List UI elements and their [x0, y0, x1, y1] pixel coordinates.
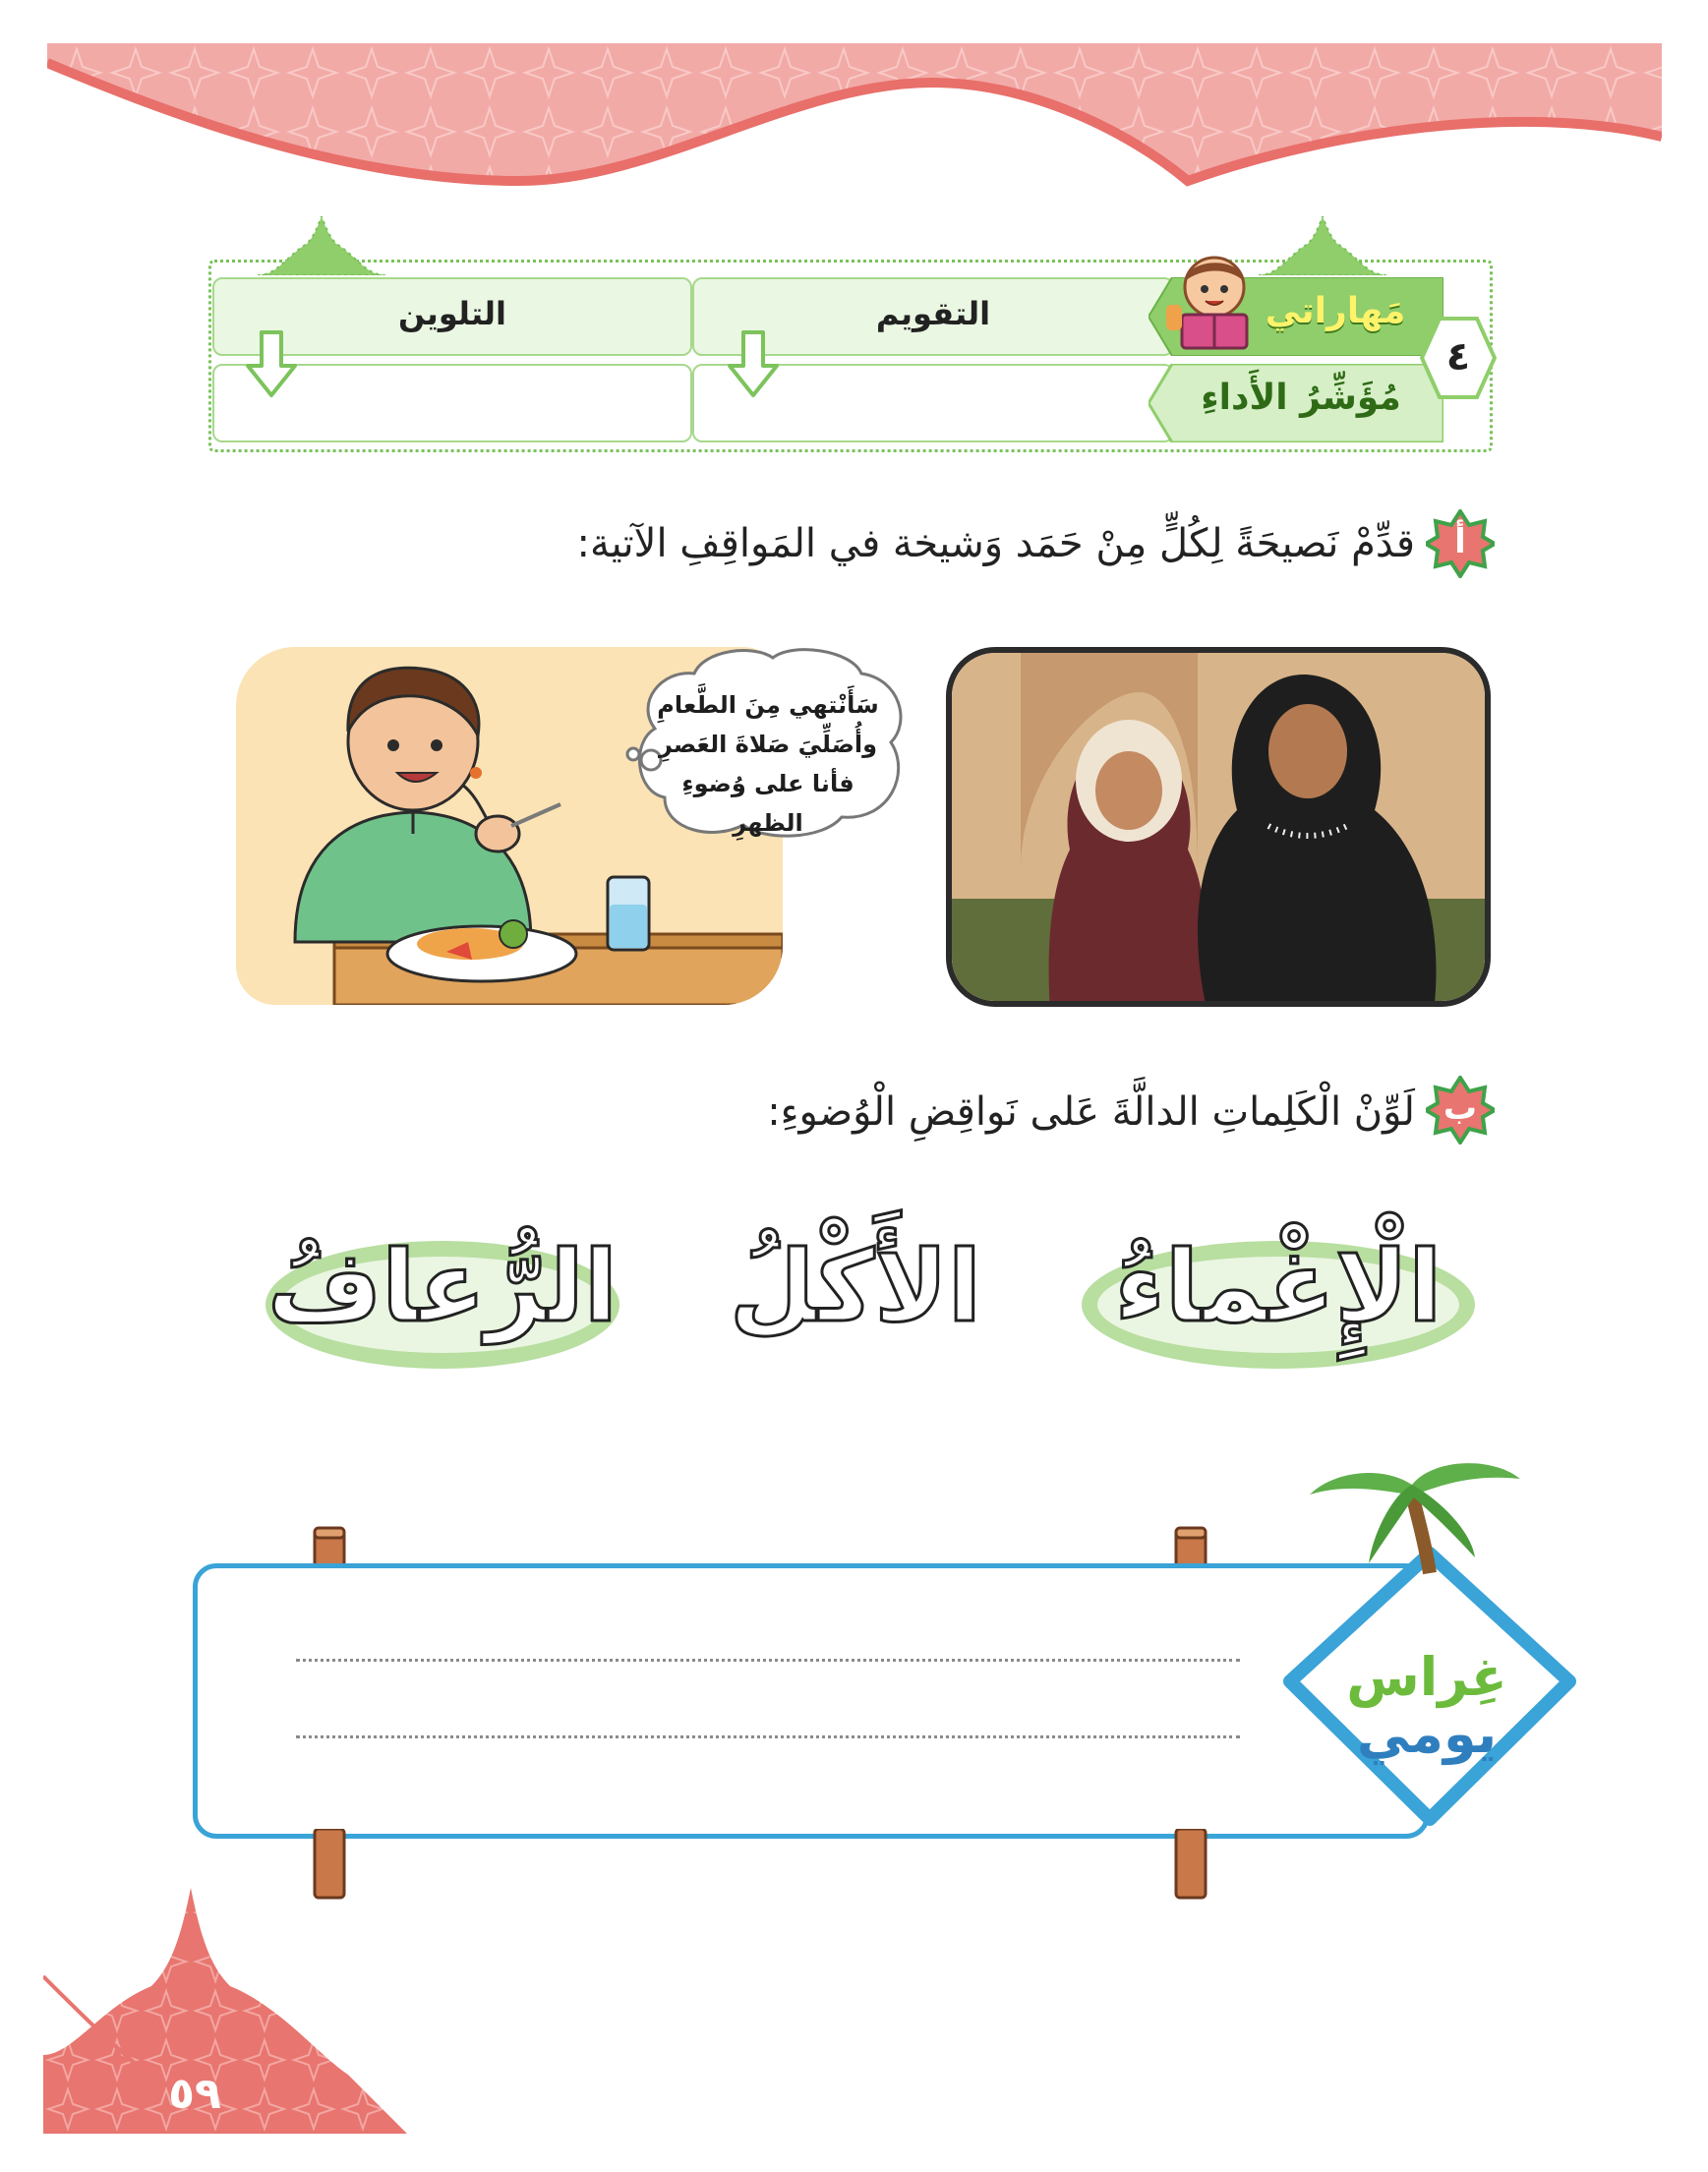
question-a-letter: أ — [1454, 522, 1466, 561]
down-arrow-icon — [246, 330, 297, 399]
dome-ornament-right — [1259, 216, 1386, 275]
lesson-number-badge — [1420, 317, 1497, 399]
planting-title-line2: يومي — [1356, 1703, 1498, 1765]
bubble-line: فأنا على وُضوءِ الظهرِ — [681, 770, 854, 837]
word-nosebleed[interactable] — [265, 1219, 619, 1386]
indicator-tag — [1148, 364, 1443, 442]
performance-indicator-label: مُؤَشِّرُ الأَداءِ — [1201, 378, 1401, 418]
daily-planting-badge — [1265, 1455, 1589, 1839]
skills-label: مَهاراتي — [1265, 291, 1406, 331]
column-label-evaluation: التقويم — [875, 295, 991, 332]
page-number: ٥٩ — [168, 2069, 221, 2119]
question-b-letter: ب — [1443, 1088, 1478, 1128]
lesson-number: ٤ — [1445, 334, 1471, 380]
answer-line[interactable] — [296, 1735, 1240, 1738]
wooden-post-icon — [1174, 1829, 1207, 1902]
question-b-badge — [1426, 1076, 1495, 1145]
column-label-coloring: التلوين — [398, 295, 506, 332]
dome-ornament-left — [258, 216, 385, 275]
bubble-line: سَأَنْتهي مِنَ الطَّعامِ — [657, 691, 879, 719]
word-eating-text: الأَكْلُ — [729, 1229, 982, 1344]
down-arrow-icon — [728, 330, 779, 399]
thought-bubble-text — [655, 685, 881, 843]
child-reading-icon — [1160, 246, 1268, 354]
question-a-text: قدِّمْ نَصيحَةً لِكُلٍّ مِنْ حَمَد وَشيخة في المَواقِفِ الآتية: — [576, 521, 1415, 566]
planting-title-line1: غِراس — [1346, 1646, 1507, 1708]
question-b-text: لَوِّنْ الْكَلِماتِ الدالَّةَ عَلى نَواقِضِ الْوُضوءِ: — [767, 1089, 1415, 1135]
top-decorative-banner — [47, 43, 1662, 201]
question-a-badge — [1426, 509, 1495, 578]
word-nosebleed-text: الرُّعافُ — [266, 1229, 618, 1344]
word-eating[interactable] — [708, 1190, 1003, 1386]
answer-line[interactable] — [296, 1659, 1240, 1662]
daily-planting-answer-box[interactable] — [193, 1563, 1430, 1839]
word-fainting-text: الْإِغْماءُ — [1114, 1229, 1443, 1344]
mother-daughter-photo — [946, 647, 1491, 1007]
bubble-line: وأُصَلِّيَ صَلاةَ العَصرِ — [658, 731, 878, 758]
thought-bubble — [625, 644, 909, 841]
word-fainting[interactable] — [1082, 1219, 1475, 1386]
